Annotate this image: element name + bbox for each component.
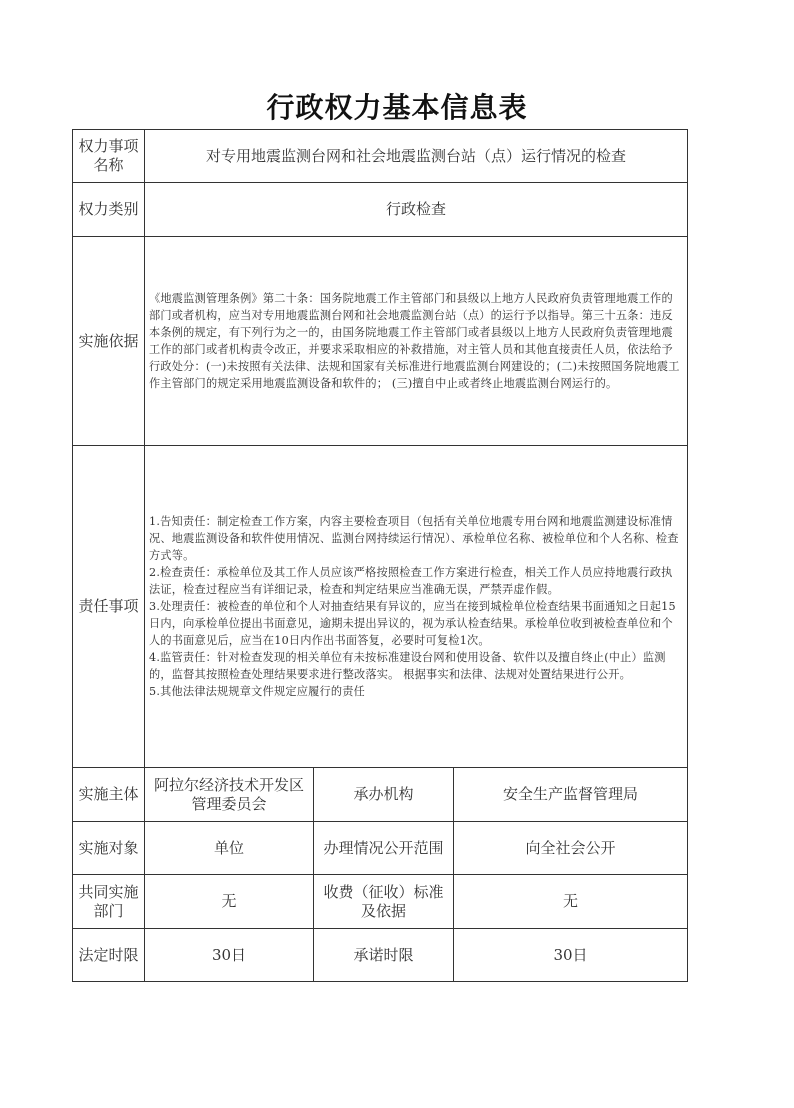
row-duties [73,446,688,768]
basis-text: 《地震监测管理条例》第二十条：国务院地震工作主管部门和县级以上地方人民政府负责管理地震工作的部门或者机构，应当对专用地震监测台网和社会地震监测台站（点）的运行予以指导。第三十五条：违反本条例的规定，有下列行为之一的，由国务院地震工作主管部门或者县级以上地方人民政府负责管理地震工作的部门或者机构责令改正，并要求采取相应的补救措施，对主管人员和其他直接责任人员，依法给予行政处分：(一)未按照有关法律、法规和国家有关标准进行地震监测台网建设的；(二)未按照国务院地震工作主管部门的规定采用地震监测设备和软件的； (三)擅自中止或者终止地震监测台网运行的。 [149,292,680,390]
label-promised-limit: 承诺时限 [314,929,454,982]
label-subject: 实施主体 [73,768,145,822]
value-promised-limit: 30日 [454,929,688,982]
value-fee-standard: 无 [454,875,688,929]
row-power-name [73,130,688,183]
duty-item-2: 2.检查责任：承检单位及其工作人员应该严格按照检查工作方案进行检查，相关工作人员应持地震行政执法证，检查过程应当有详细记录，检查和判定结果应当准确无误，严禁弄虚作假。 [149,566,673,596]
value-joint: 无 [145,875,314,929]
label-basis: 实施依据 [73,237,145,446]
label-fee-standard-text: 收费（征收）标准及依据 [323,882,444,920]
page-title: 行政权力基本信息表 [266,91,528,124]
duty-item-5: 5.其他法律法规规章文件规定应履行的责任 [149,685,366,698]
value-basis [145,237,688,446]
label-category: 权力类别 [73,183,145,237]
row-subject [73,768,688,822]
label-joint-text: 共同实施部门 [78,882,139,920]
value-subject [145,768,314,822]
label-power-name-text: 权力事项名称 [78,137,139,174]
label-legal-limit: 法定时限 [73,929,145,982]
duty-item-4: 4.监管责任：针对检查发现的相关单位有未按标准建设台网和使用设备、软件以及擅自终止(中止）监测的，监督其按照检查处理结果要求进行整改落实。 根据事实和法律、法规对处置结果进行公开。 [149,651,666,681]
value-duties [145,446,688,768]
value-category: 行政检查 [145,183,688,237]
info-table [72,129,688,982]
label-handling-agency: 承办机构 [314,768,454,822]
label-duties: 责任事项 [73,446,145,768]
row-basis [73,237,688,446]
value-disclosure-scope: 向全社会公开 [454,822,688,875]
label-power-name [73,130,145,183]
label-disclosure-scope: 办理情况公开范围 [314,822,454,875]
row-category [73,183,688,237]
duty-item-3: 3.处理责任：被检查的单位和个人对抽查结果有异议的，应当在接到城检单位检查结果书面通知之日起15日内，向承检单位提出书面意见，逾期未提出异议的，视为承认检查结果。承检单位收到被检查单位和个人的书面意见后，应当在10日内作出书面答复，必要时可复检1次。 [149,600,676,647]
row-target [73,822,688,875]
label-target: 实施对象 [73,822,145,875]
duty-item-1: 1.告知责任：制定检查工作方案，内容主要检查项目（包括有关单位地震专用台网和地震监测建设标准情况、地震监测设备和软件使用情况、监测台网持续运行情况）、承检单位名称、被检单位和个人名称、检查方式等。 [149,515,679,562]
row-time-limit [73,929,688,982]
value-power-name: 对专用地震监测台网和社会地震监测台站（点）运行情况的检查 [145,130,688,183]
value-handling-agency: 安全生产监督管理局 [454,768,688,822]
label-joint [73,875,145,929]
value-legal-limit: 30日 [145,929,314,982]
label-fee-standard [314,875,454,929]
value-subject-text: 阿拉尔经济技术开发区管理委员会 [153,775,304,813]
row-joint [73,875,688,929]
value-target: 单位 [145,822,314,875]
